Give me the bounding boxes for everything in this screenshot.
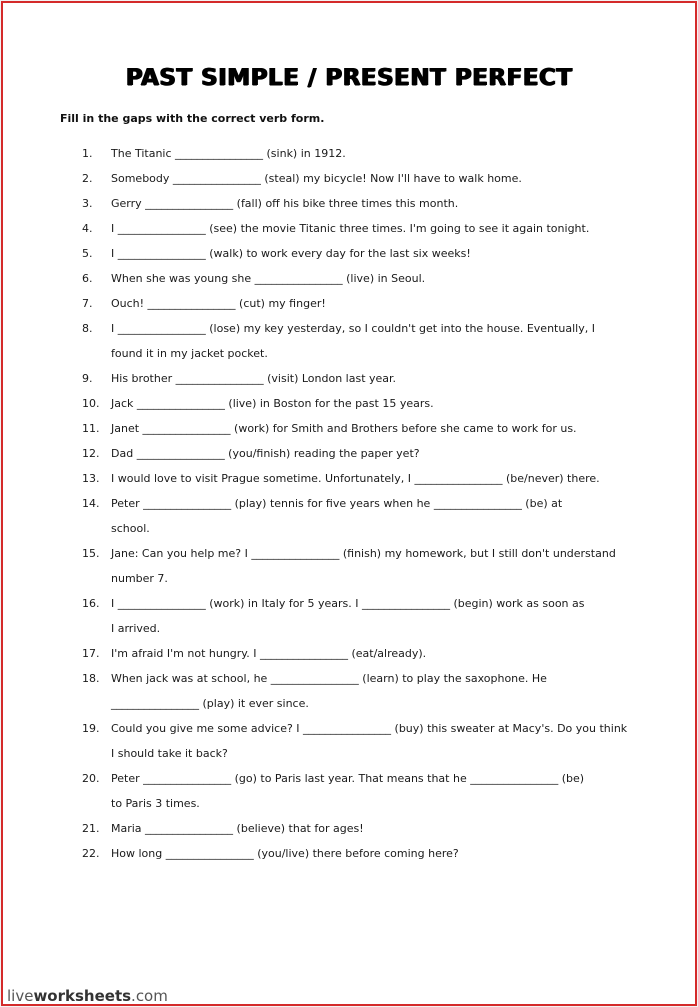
logo-prefix: live (7, 987, 34, 1005)
exercise-number: 22. (82, 847, 100, 860)
exercise-number: 7. (82, 297, 93, 310)
worksheet-page (1, 1, 697, 1006)
exercise-number: 4. (82, 222, 93, 235)
logo-suffix: .com (131, 987, 168, 1005)
exercise-text: number 7. (111, 572, 168, 585)
exercise-text: Maria ________________ (believe) that for ages! (111, 822, 364, 835)
exercise-text: I should take it back? (111, 747, 228, 760)
exercise-text: I ________________ (work) in Italy for 5 years. I ________________ (begin) work as soon as (111, 597, 585, 610)
worksheet-title: PAST SIMPLE / PRESENT PERFECT (125, 65, 573, 91)
exercise-text: I ________________ (see) the movie Titanic three times. I'm going to see it again tonight. (111, 222, 590, 235)
exercise-text: Peter ________________ (go) to Paris last year. That means that he ________________ (be) (111, 772, 585, 785)
exercise-number: 6. (82, 272, 93, 285)
exercise-text: I arrived. (111, 622, 161, 635)
exercise-text: When jack was at school, he ________________ (learn) to play the saxophone. He (111, 672, 547, 685)
exercise-text: school. (111, 522, 150, 535)
exercise-text: to Paris 3 times. (111, 797, 200, 810)
exercise-number: 17. (82, 647, 100, 660)
exercise-number: 20. (82, 772, 100, 785)
exercise-number: 16. (82, 597, 100, 610)
exercise-text: Jane: Can you help me? I ________________ (finish) my homework, but I still don't understand (111, 547, 616, 560)
exercise-number: 3. (82, 197, 93, 210)
exercise-text: Could you give me some advice? I ________________ (buy) this sweater at Macy's. Do you think (111, 722, 628, 735)
exercise-text: Somebody ________________ (steal) my bicycle! Now I'll have to walk home. (111, 172, 522, 185)
exercise-number: 21. (82, 822, 100, 835)
exercise-number: 8. (82, 322, 93, 335)
exercise-text: Peter ________________ (play) tennis for five years when he ________________ (be) at (111, 497, 563, 510)
logo-main: worksheets (33, 987, 132, 1005)
exercise-text: Jack ________________ (live) in Boston for the past 15 years. (111, 397, 434, 410)
exercise-number: 14. (82, 497, 100, 510)
exercise-number: 1. (82, 147, 93, 160)
exercise-number: 2. (82, 172, 93, 185)
exercise-number: 18. (82, 672, 100, 685)
exercise-text: ________________ (play) it ever since. (111, 697, 309, 710)
exercise-text: Dad ________________ (you/finish) reading the paper yet? (111, 447, 420, 460)
instructions: Fill in the gaps with the correct verb form. (60, 112, 325, 125)
exercise-text: The Titanic ________________ (sink) in 1912. (111, 147, 346, 160)
exercise-text: How long ________________ (you/live) there before coming here? (111, 847, 459, 860)
exercise-text: I ________________ (walk) to work every day for the last six weeks! (111, 247, 471, 260)
exercise-text: I'm afraid I'm not hungry. I ________________ (eat/already). (111, 647, 427, 660)
exercise-number: 11. (82, 422, 100, 435)
exercise-text: Gerry ________________ (fall) off his bike three times this month. (111, 197, 459, 210)
exercise-text: found it in my jacket pocket. (111, 347, 268, 360)
exercise-number: 9. (82, 372, 93, 385)
exercise-text: I ________________ (lose) my key yesterday, so I couldn't get into the house. Eventually, I (111, 322, 595, 335)
exercise-text: When she was young she ________________ (live) in Seoul. (111, 272, 426, 285)
liveworksheets-logo (7, 987, 168, 1005)
exercise-text: I would love to visit Prague sometime. Unfortunately, I ________________ (be/never) there. (111, 472, 600, 485)
exercise-number: 19. (82, 722, 100, 735)
exercise-number: 15. (82, 547, 100, 560)
exercise-number: 13. (82, 472, 100, 485)
exercise-number: 10. (82, 397, 100, 410)
exercise-number: 5. (82, 247, 93, 260)
exercise-text: His brother ________________ (visit) London last year. (111, 372, 397, 385)
exercise-text: Ouch! ________________ (cut) my finger! (111, 297, 326, 310)
exercise-text: Janet ________________ (work) for Smith and Brothers before she came to work for us. (111, 422, 577, 435)
exercise-number: 12. (82, 447, 100, 460)
